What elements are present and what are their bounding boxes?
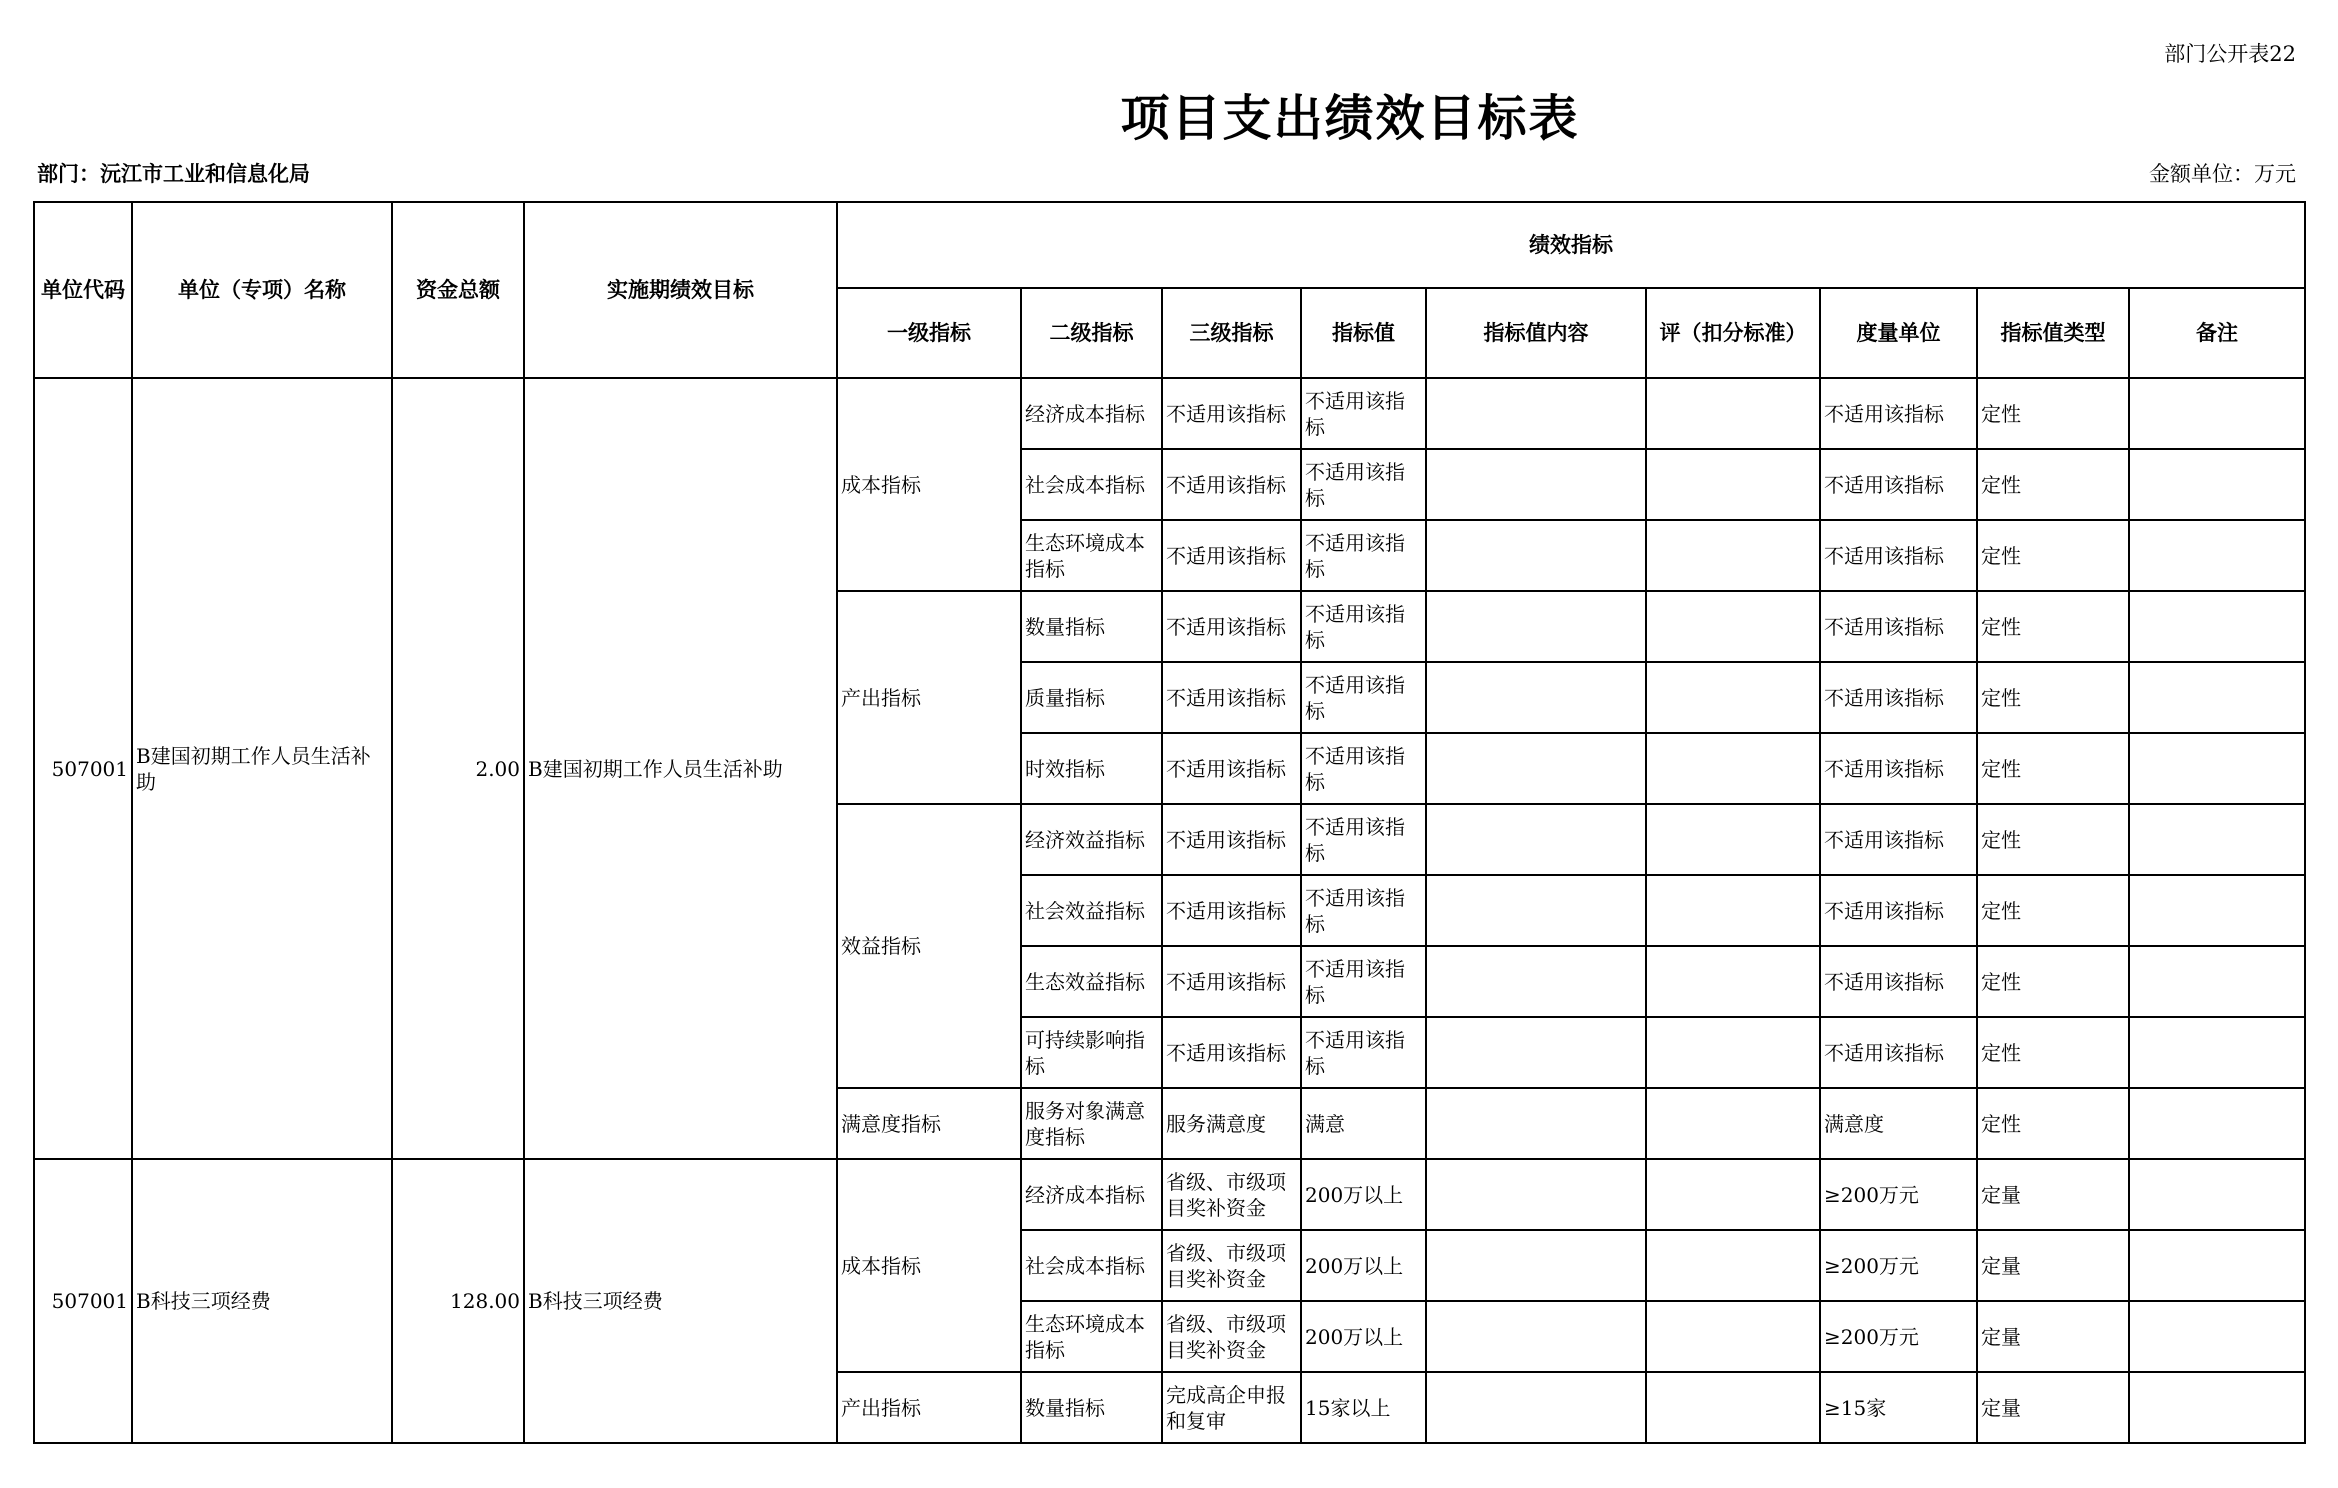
value-cell: 不适用该指标 (1301, 449, 1426, 520)
col-value-type: 指标值类型 (1977, 288, 2129, 378)
col-measure-unit: 度量单位 (1820, 288, 1977, 378)
value-cell: 200万以上 (1301, 1159, 1426, 1230)
value-type-cell: 定量 (1977, 1230, 2129, 1301)
amount-unit-label: 金额单位：万元 (2149, 162, 2296, 186)
measure-unit-cell: 不适用该指标 (1820, 804, 1977, 875)
value-cell: 200万以上 (1301, 1230, 1426, 1301)
table-number-label: 部门公开表22 (2164, 42, 2296, 66)
level2-cell: 可持续影响指标 (1021, 1017, 1162, 1088)
value-type-cell: 定性 (1977, 520, 2129, 591)
scoring-cell (1646, 804, 1820, 875)
amount-cell: 2.00 (392, 378, 524, 1159)
remark-cell (2129, 733, 2305, 804)
scoring-cell (1646, 520, 1820, 591)
col-perf-indicators: 绩效指标 (837, 202, 2305, 288)
measure-unit-cell: 不适用该指标 (1820, 1017, 1977, 1088)
goal-cell: B建国初期工作人员生活补助 (524, 378, 837, 1159)
value-content-cell (1426, 946, 1646, 1017)
value-content-cell (1426, 591, 1646, 662)
value-content-cell (1426, 1088, 1646, 1159)
value-cell: 不适用该指标 (1301, 875, 1426, 946)
scoring-cell (1646, 378, 1820, 449)
value-type-cell: 定性 (1977, 1088, 2129, 1159)
level2-cell: 社会成本指标 (1021, 1230, 1162, 1301)
remark-cell (2129, 1301, 2305, 1372)
value-cell: 15家以上 (1301, 1372, 1426, 1443)
level1-cell: 产出指标 (837, 1372, 1021, 1443)
remark-cell (2129, 449, 2305, 520)
level2-cell: 社会成本指标 (1021, 449, 1162, 520)
department-label: 部门：沅江市工业和信息化局 (37, 161, 310, 186)
value-type-cell: 定性 (1977, 946, 2129, 1017)
measure-unit-cell: 不适用该指标 (1820, 733, 1977, 804)
remark-cell (2129, 378, 2305, 449)
remark-cell (2129, 1159, 2305, 1230)
level3-cell: 省级、市级项目奖补资金 (1162, 1159, 1301, 1230)
remark-cell (2129, 875, 2305, 946)
remark-cell (2129, 520, 2305, 591)
measure-unit-cell: 不适用该指标 (1820, 946, 1977, 1017)
col-level2: 二级指标 (1021, 288, 1162, 378)
measure-unit-cell: 不适用该指标 (1820, 591, 1977, 662)
scoring-cell (1646, 1159, 1820, 1230)
scoring-cell (1646, 875, 1820, 946)
value-cell: 不适用该指标 (1301, 733, 1426, 804)
level2-cell: 经济效益指标 (1021, 804, 1162, 875)
value-content-cell (1426, 733, 1646, 804)
remark-cell (2129, 1230, 2305, 1301)
remark-cell (2129, 591, 2305, 662)
value-content-cell (1426, 1230, 1646, 1301)
value-content-cell (1426, 449, 1646, 520)
level1-cell: 成本指标 (837, 1159, 1021, 1372)
remark-cell (2129, 1017, 2305, 1088)
value-content-cell (1426, 1017, 1646, 1088)
value-content-cell (1426, 1301, 1646, 1372)
measure-unit-cell: 不适用该指标 (1820, 875, 1977, 946)
level3-cell: 不适用该指标 (1162, 946, 1301, 1017)
remark-cell (2129, 1088, 2305, 1159)
value-type-cell: 定性 (1977, 733, 2129, 804)
level2-cell: 生态效益指标 (1021, 946, 1162, 1017)
value-type-cell: 定量 (1977, 1301, 2129, 1372)
measure-unit-cell: ≥200万元 (1820, 1301, 1977, 1372)
level2-cell: 经济成本指标 (1021, 1159, 1162, 1230)
value-type-cell: 定性 (1977, 378, 2129, 449)
value-cell: 不适用该指标 (1301, 804, 1426, 875)
scoring-cell (1646, 733, 1820, 804)
value-content-cell (1426, 804, 1646, 875)
level3-cell: 不适用该指标 (1162, 520, 1301, 591)
unit-name-cell: B建国初期工作人员生活补助 (132, 378, 392, 1159)
level2-cell: 生态环境成本指标 (1021, 520, 1162, 591)
level2-cell: 经济成本指标 (1021, 378, 1162, 449)
level1-cell: 产出指标 (837, 591, 1021, 804)
col-goal: 实施期绩效目标 (524, 202, 837, 378)
scoring-cell (1646, 449, 1820, 520)
value-content-cell (1426, 520, 1646, 591)
value-content-cell (1426, 378, 1646, 449)
col-level3: 三级指标 (1162, 288, 1301, 378)
value-type-cell: 定性 (1977, 1017, 2129, 1088)
value-cell: 不适用该指标 (1301, 946, 1426, 1017)
scoring-cell (1646, 1017, 1820, 1088)
level2-cell: 生态环境成本指标 (1021, 1301, 1162, 1372)
level2-cell: 数量指标 (1021, 591, 1162, 662)
unit-name-cell: B科技三项经费 (132, 1159, 392, 1443)
measure-unit-cell: 不适用该指标 (1820, 378, 1977, 449)
level3-cell: 不适用该指标 (1162, 591, 1301, 662)
level3-cell: 不适用该指标 (1162, 875, 1301, 946)
remark-cell (2129, 804, 2305, 875)
value-type-cell: 定量 (1977, 1159, 2129, 1230)
value-cell: 不适用该指标 (1301, 662, 1426, 733)
measure-unit-cell: 不适用该指标 (1820, 520, 1977, 591)
level2-cell: 时效指标 (1021, 733, 1162, 804)
performance-table (33, 201, 2306, 1444)
value-cell: 不适用该指标 (1301, 1017, 1426, 1088)
value-cell: 满意 (1301, 1088, 1426, 1159)
level2-cell: 社会效益指标 (1021, 875, 1162, 946)
level3-cell: 不适用该指标 (1162, 378, 1301, 449)
col-unit-code: 单位代码 (34, 202, 132, 378)
value-type-cell: 定性 (1977, 875, 2129, 946)
scoring-cell (1646, 1230, 1820, 1301)
table-row (34, 378, 2305, 449)
level2-cell: 服务对象满意度指标 (1021, 1088, 1162, 1159)
level2-cell: 数量指标 (1021, 1372, 1162, 1443)
value-content-cell (1426, 662, 1646, 733)
table-body (34, 378, 2305, 1443)
value-cell: 200万以上 (1301, 1301, 1426, 1372)
value-type-cell: 定性 (1977, 449, 2129, 520)
level3-cell: 不适用该指标 (1162, 804, 1301, 875)
value-cell: 不适用该指标 (1301, 378, 1426, 449)
value-type-cell: 定性 (1977, 662, 2129, 733)
col-value-content: 指标值内容 (1426, 288, 1646, 378)
measure-unit-cell: 满意度 (1820, 1088, 1977, 1159)
level1-cell: 效益指标 (837, 804, 1021, 1088)
scoring-cell (1646, 1301, 1820, 1372)
level3-cell: 不适用该指标 (1162, 662, 1301, 733)
measure-unit-cell: ≥200万元 (1820, 1230, 1977, 1301)
value-content-cell (1426, 875, 1646, 946)
level3-cell: 省级、市级项目奖补资金 (1162, 1301, 1301, 1372)
scoring-cell (1646, 591, 1820, 662)
value-type-cell: 定性 (1977, 804, 2129, 875)
value-type-cell: 定性 (1977, 591, 2129, 662)
level3-cell: 服务满意度 (1162, 1088, 1301, 1159)
level1-cell: 满意度指标 (837, 1088, 1021, 1159)
amount-cell: 128.00 (392, 1159, 524, 1443)
col-total-funds: 资金总额 (392, 202, 524, 378)
col-level1: 一级指标 (837, 288, 1021, 378)
remark-cell (2129, 662, 2305, 733)
goal-cell: B科技三项经费 (524, 1159, 837, 1443)
value-cell: 不适用该指标 (1301, 591, 1426, 662)
measure-unit-cell: 不适用该指标 (1820, 662, 1977, 733)
unit-code-cell: 507001 (34, 1159, 132, 1443)
level3-cell: 不适用该指标 (1162, 1017, 1301, 1088)
measure-unit-cell: 不适用该指标 (1820, 449, 1977, 520)
remark-cell (2129, 1372, 2305, 1443)
value-cell: 不适用该指标 (1301, 520, 1426, 591)
scoring-cell (1646, 662, 1820, 733)
unit-code-cell: 507001 (34, 378, 132, 1159)
value-type-cell: 定量 (1977, 1372, 2129, 1443)
col-unit-name: 单位（专项）名称 (132, 202, 392, 378)
col-value: 指标值 (1301, 288, 1426, 378)
measure-unit-cell: ≥200万元 (1820, 1159, 1977, 1230)
page-title: 项目支出绩效目标表 (1120, 90, 1580, 147)
col-remark: 备注 (2129, 288, 2305, 378)
level3-cell: 不适用该指标 (1162, 733, 1301, 804)
level3-cell: 完成高企申报和复审 (1162, 1372, 1301, 1443)
scoring-cell (1646, 946, 1820, 1017)
scoring-cell (1646, 1088, 1820, 1159)
value-content-cell (1426, 1159, 1646, 1230)
level2-cell: 质量指标 (1021, 662, 1162, 733)
scoring-cell (1646, 1372, 1820, 1443)
table-row (34, 1159, 2305, 1230)
level1-cell: 成本指标 (837, 378, 1021, 591)
level3-cell: 不适用该指标 (1162, 449, 1301, 520)
col-scoring: 评（扣分标准） (1646, 288, 1820, 378)
level3-cell: 省级、市级项目奖补资金 (1162, 1230, 1301, 1301)
measure-unit-cell: ≥15家 (1820, 1372, 1977, 1443)
remark-cell (2129, 946, 2305, 1017)
value-content-cell (1426, 1372, 1646, 1443)
